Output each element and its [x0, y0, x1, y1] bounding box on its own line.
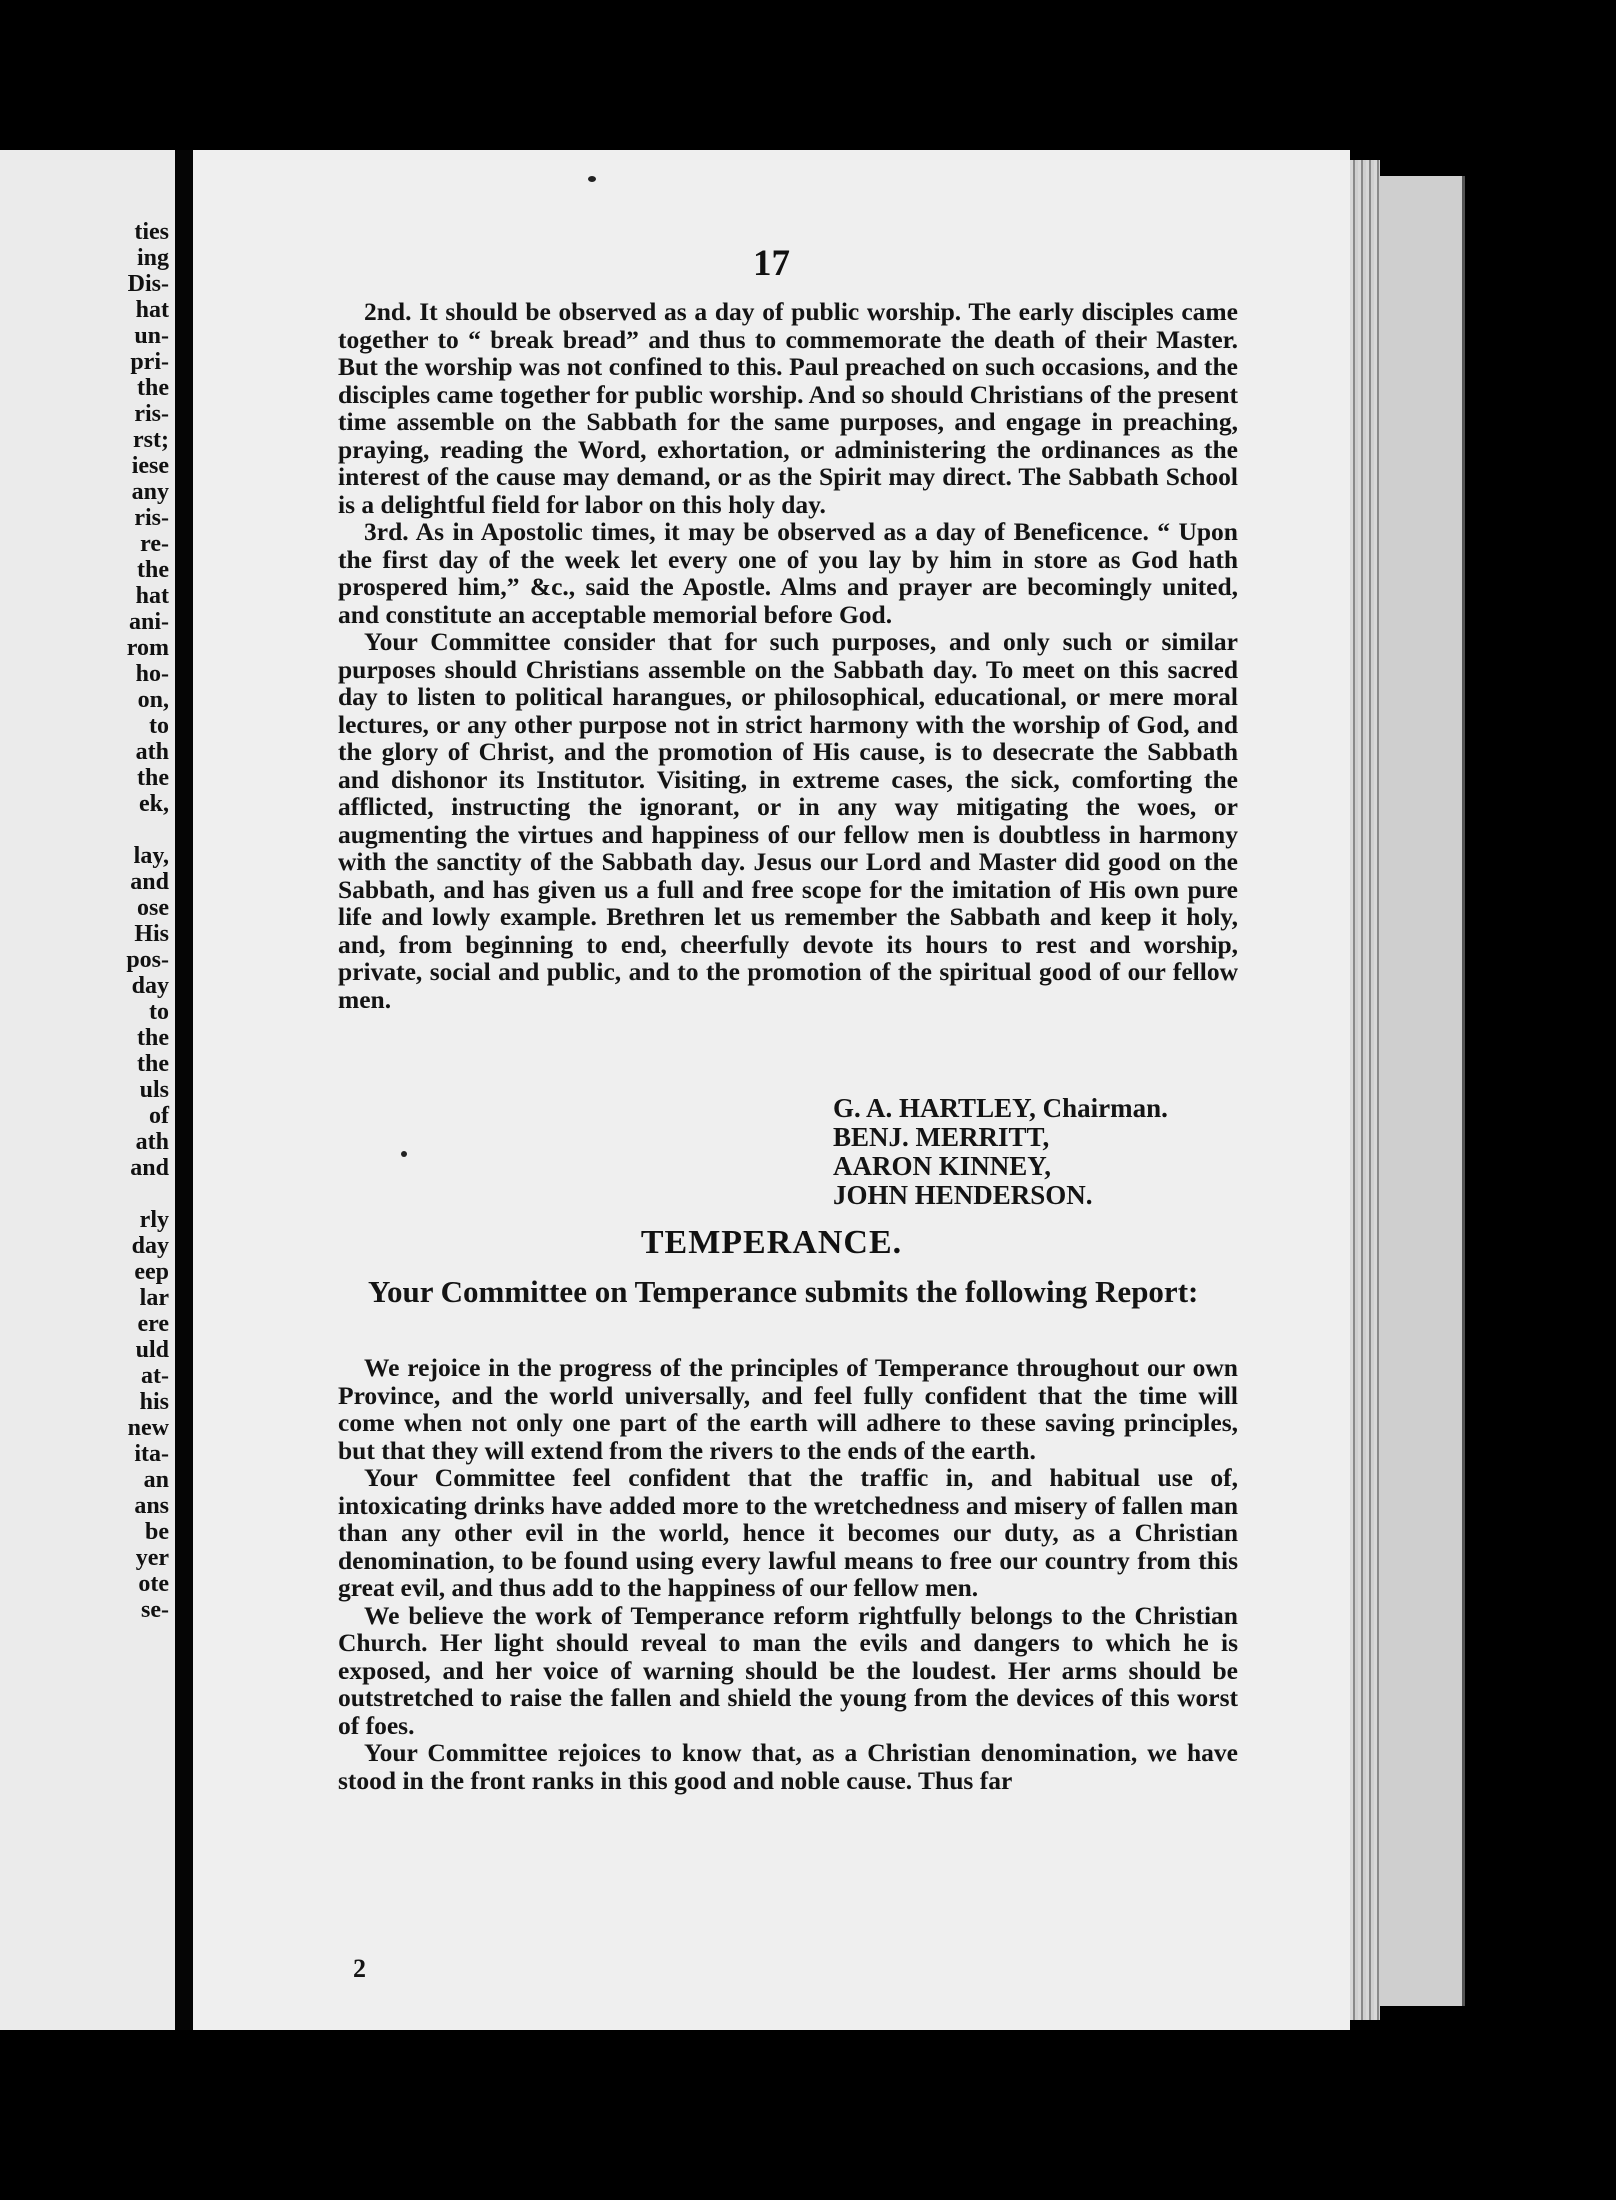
left-page-line-fragment: lar [139, 1285, 169, 1311]
paragraph: We believe the work of Temperance reform rightfully belongs to the Christian Church. Her light should reveal to man the evils and dangers to which he is exposed, and her voice of warning should be the loudest. Her arms should be outstretched to raise the fallen and shield the young from the devices of this worst of foes. [338, 1600, 1238, 1740]
ink-speck [588, 176, 596, 182]
left-page-line-fragment: Dis- [127, 271, 169, 297]
left-page-line-fragment: lay, [133, 843, 169, 869]
paragraph: Your Committee feel confident that the traffic in, and habitual use of, intoxicating drinks have added more to the wretchedness and misery of fallen man than any other evil in the world, hence it becomes our duty, as a Christian denomination, to be found using every lawful means to free our country from this great evil, and thus add to the happiness of our fellow men. [338, 1463, 1238, 1602]
left-page-line-fragment: uls [139, 1077, 169, 1103]
left-page-line-fragment: the [137, 765, 169, 791]
left-page-line-fragment: ties [134, 219, 169, 245]
paragraph: 3rd. As in Apostolic times, it may be observed as a day of Beneficence. “ Upon the first day of the week let every one of you lay by him in store as God hath prospered him,” &c., said the Apostle. Alms and prayer are becomingly united, and constitute an acceptable memorial before God. [338, 517, 1238, 629]
signatory: G. A. HARTLEY, Chairman. [833, 1093, 1168, 1123]
left-page-line-fragment: ani- [128, 609, 169, 635]
left-page-line-fragment: to [149, 999, 169, 1025]
left-page-line-fragment: ath [135, 739, 169, 765]
left-page-line-fragment: iese [131, 453, 169, 479]
left-page-line-fragment: ita- [134, 1441, 169, 1467]
left-page-line-fragment: ere [137, 1311, 169, 1337]
left-page-line-fragment: His [134, 921, 169, 947]
left-page-line-fragment: at- [141, 1363, 169, 1389]
signatory: BENJ. MERRITT, [833, 1122, 1050, 1152]
right-page [193, 150, 1350, 2030]
left-page-line-fragment: eep [134, 1259, 169, 1285]
left-page-line-fragment: ans [134, 1493, 169, 1519]
left-page-line-fragment: of [149, 1103, 169, 1129]
sabbath-report-text [338, 298, 1238, 1013]
left-page-line-fragment: yer [135, 1545, 169, 1571]
left-page-line-fragment: rom [126, 635, 169, 661]
paragraph: We rejoice in the progress of the principles of Temperance throughout our own Province, and the world universally, and feel fully confident that the time will come when not only one part of the earth will adhere to these saving principles, but that they will extend from the rivers to the ends of the earth. [338, 1353, 1238, 1465]
left-page-line-fragment: ote [138, 1571, 169, 1597]
left-page-line-fragment: pos- [126, 947, 169, 973]
book-spine [1380, 176, 1465, 2006]
left-page-line-fragment: any [131, 479, 169, 505]
left-page-line-fragment: new [127, 1415, 169, 1441]
signatory: JOHN HENDERSON. [833, 1180, 1093, 1210]
left-page-line-fragment: uld [135, 1337, 169, 1363]
left-page-line-fragment: day [131, 1233, 169, 1259]
left-page-line-fragment: ris- [134, 505, 169, 531]
left-page-line-fragment: to [149, 713, 169, 739]
signatory: AARON KINNEY, [833, 1151, 1052, 1181]
left-page-line-fragment: the [137, 375, 169, 401]
paragraph: Your Committee rejoices to know that, as a Christian denomination, we have stood in the front ranks in this good and noble cause. Thus far [338, 1738, 1238, 1795]
left-page-line-fragment: the [137, 1051, 169, 1077]
section-heading: TEMPERANCE. [640, 1224, 903, 1261]
left-page-line-fragment: ose [137, 895, 169, 921]
page-number: 17 [753, 243, 790, 284]
paragraph: 2nd. It should be observed as a day of public worship. The early disciples came together to “ break bread” and thus to commemorate the death of their Master. But the worship was not confined to this. Paul preached on such occasions, and the disciples came together for public worship. And so should Christians of the present time assemble on the Sabbath for the same purposes, and engage in preaching, praying, reading the Word, exhortation, or administering the ordinances as the interest of the cause may demand, or as the Spirit may direct. The Sabbath School is a delightful field for labor on this holy day. [338, 297, 1238, 519]
left-page-line-fragment: hat [135, 297, 169, 323]
ink-speck [401, 1151, 407, 1157]
left-page-line-fragment: hat [135, 583, 169, 609]
printer-signature-mark: 2 [353, 1954, 366, 1983]
committee-signatures [833, 1094, 1168, 1210]
left-page-line-fragment: rst; [133, 427, 169, 453]
book-gutter [175, 150, 193, 2030]
left-page-line-fragment: ris- [134, 401, 169, 427]
left-page-line-fragment: ath [135, 1129, 169, 1155]
page-edges [1350, 160, 1380, 2020]
left-page-line-fragment: re- [140, 531, 169, 557]
left-page-line-fragment: ek, [139, 791, 169, 817]
left-page-line-fragment: un- [134, 323, 169, 349]
left-page-fragment [0, 150, 175, 2030]
left-page-line-fragment: his [139, 1389, 169, 1415]
left-page-line-fragment: on, [137, 687, 169, 713]
left-page-line-fragment: the [137, 557, 169, 583]
left-page-line-fragment: ing [136, 245, 169, 271]
left-page-line-fragment: pri- [130, 349, 169, 375]
paragraph: Your Committee consider that for such purposes, and only such or similar purposes should Christians assemble on the Sabbath day. To meet on this sacred day to listen to political harangues, or philosophical, educational, or mere moral lectures, or any other purpose not in strict harmony with the worship of God, and the glory of Christ, and the promotion of His cause, is to desecrate the Sabbath and dishonor its Institutor. Visiting, in extreme cases, the sick, comforting the afflicted, instructing the ignorant, or in any way mitigating the woes, or augmenting the virtues and happiness of our fellow men is doubtless in harmony with the sanctity of the Sabbath day. Jesus our Lord and Master did good on the Sabbath, and has given us a full and free scope for the imitation of His own pure life and lowly example. Brethren let us remember the Sabbath and keep it holy, and, from beginning to end, cheerfully devote its hours to rest and worship, private, social and public, and to the promotion of the spiritual good of our fellow men. [338, 627, 1238, 1014]
left-page-line-fragment: be [145, 1519, 169, 1545]
left-page-line-fragment: the [137, 1025, 169, 1051]
left-page-line-fragment: an [143, 1467, 169, 1493]
left-page-line-fragment: ho- [135, 661, 169, 687]
left-page-line-fragment: rly [139, 1207, 169, 1233]
left-page-line-fragment: se- [141, 1597, 169, 1623]
left-page-line-fragment: and [130, 869, 169, 895]
temperance-report-text [338, 1354, 1238, 1794]
left-page-line-fragment: day [131, 973, 169, 999]
temperance-intro: Your Committee on Temperance submits the following Report: [368, 1274, 1199, 1309]
left-page-line-fragment: and [130, 1155, 169, 1181]
